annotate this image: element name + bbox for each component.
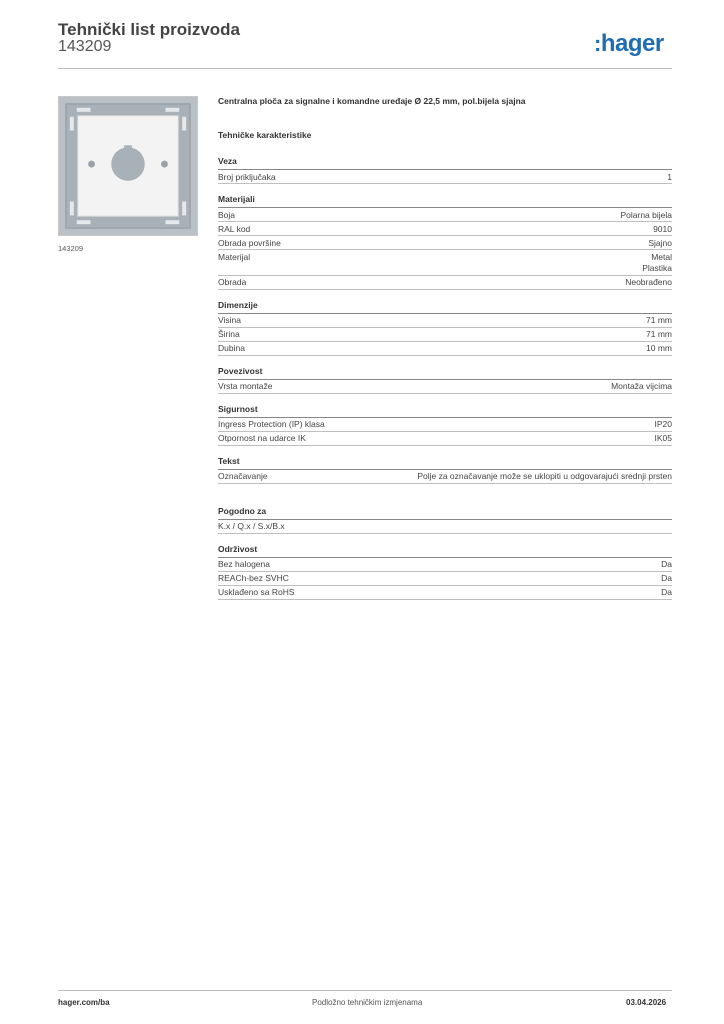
spec-value: Polje za označavanje može se uklopiti u odgovarajući srednji prsten: [417, 471, 672, 481]
spec-value: IK05: [654, 433, 672, 443]
cover-plate-illustration: [59, 97, 197, 235]
page-title: Tehnički list proizvoda: [58, 20, 240, 39]
hager-logo: [594, 30, 664, 58]
section-title-pogodno-za: Pogodno za: [218, 506, 672, 520]
spec-row: [218, 572, 672, 586]
spec-label: Dubina: [218, 343, 245, 353]
spec-value: Neobrađeno: [625, 277, 672, 287]
logo-colon: :: [594, 31, 601, 56]
section-title-dimenzije: Dimenzije: [218, 300, 672, 314]
spec-row: [218, 208, 672, 222]
spec-label: Ingress Protection (IP) klasa: [218, 419, 325, 429]
header-divider: [58, 68, 672, 69]
spec-value: Sjajno: [648, 237, 672, 248]
spec-value: Montaža vijcima: [611, 381, 672, 391]
spec-label: Vrsta montaže: [218, 381, 273, 391]
spec-value: 9010: [653, 223, 672, 234]
section-title-sigurnost: Sigurnost: [218, 404, 672, 418]
spec-row: [218, 314, 672, 328]
spec-row: [218, 328, 672, 342]
product-code: 143209: [58, 38, 112, 55]
spec-value-line: Plastika: [642, 263, 672, 273]
spec-label: Usklađeno sa RoHS: [218, 587, 295, 597]
spec-label: Boja: [218, 209, 236, 220]
spec-label: Širina: [218, 329, 240, 339]
spec-value: 1: [667, 171, 672, 182]
spec-content: [218, 96, 672, 600]
section-title-veza: Veza: [218, 156, 672, 170]
spec-value: 71 mm: [646, 329, 672, 339]
spec-value: Polarna bijela: [620, 209, 672, 220]
section-title-odrzivost: Održivost: [218, 544, 672, 558]
spec-value-multi: [642, 252, 672, 275]
spec-value: 71 mm: [646, 315, 672, 325]
spec-row: [218, 520, 672, 534]
footer-note: Podložno tehničkim izmjenama: [312, 998, 423, 1007]
spec-label: Bez halogena: [218, 559, 270, 569]
section-title-tekst: Tekst: [218, 456, 672, 470]
spec-row: [218, 250, 672, 276]
spec-row: [218, 432, 672, 446]
spec-row: [218, 222, 672, 236]
spec-label: RAL kod: [218, 223, 251, 234]
spec-row: [218, 586, 672, 600]
spec-value: Da: [661, 559, 672, 569]
spec-label: Označavanje: [218, 471, 268, 481]
logo-text: hager: [600, 30, 664, 57]
specs-subtitle: Tehničke karakteristike: [218, 130, 312, 140]
spec-label: Obrada: [218, 277, 247, 287]
spec-label: Otpornost na udarce IK: [218, 433, 306, 443]
spec-label: REACh-bez SVHC: [218, 573, 289, 583]
spec-row: [218, 418, 672, 432]
spec-label: Visina: [218, 315, 241, 325]
section-title-povezivost: Povezivost: [218, 366, 672, 380]
footer-website-link[interactable]: hager.com/ba: [58, 998, 110, 1007]
product-description: Centralna ploča za signalne i komandne uređaje Ø 22,5 mm, pol.bijela sjajna: [218, 96, 526, 106]
spec-label: K.x / Q.x / S.x/B.x: [218, 521, 285, 531]
product-image: [58, 96, 198, 236]
section-title-materijali: Materijali: [218, 194, 672, 208]
spec-row: [218, 170, 672, 184]
spec-value: Da: [661, 587, 672, 597]
spec-row: [218, 236, 672, 250]
spec-label: Obrada površine: [218, 237, 281, 248]
spec-value: Da: [661, 573, 672, 583]
spec-row: [218, 276, 672, 290]
spec-value: IP20: [654, 419, 672, 429]
spec-label: Materijal: [218, 251, 251, 262]
spec-label: Broj priključaka: [218, 171, 276, 182]
footer-divider: [58, 990, 672, 991]
footer-date: 03.04.2026: [626, 998, 667, 1007]
image-caption: 143209: [58, 244, 84, 253]
spec-row: [218, 558, 672, 572]
spec-row: [218, 342, 672, 356]
spec-value-line: Metal: [651, 251, 672, 262]
spec-value: 10 mm: [646, 343, 672, 353]
spec-row: [218, 470, 672, 484]
spec-row: [218, 380, 672, 394]
